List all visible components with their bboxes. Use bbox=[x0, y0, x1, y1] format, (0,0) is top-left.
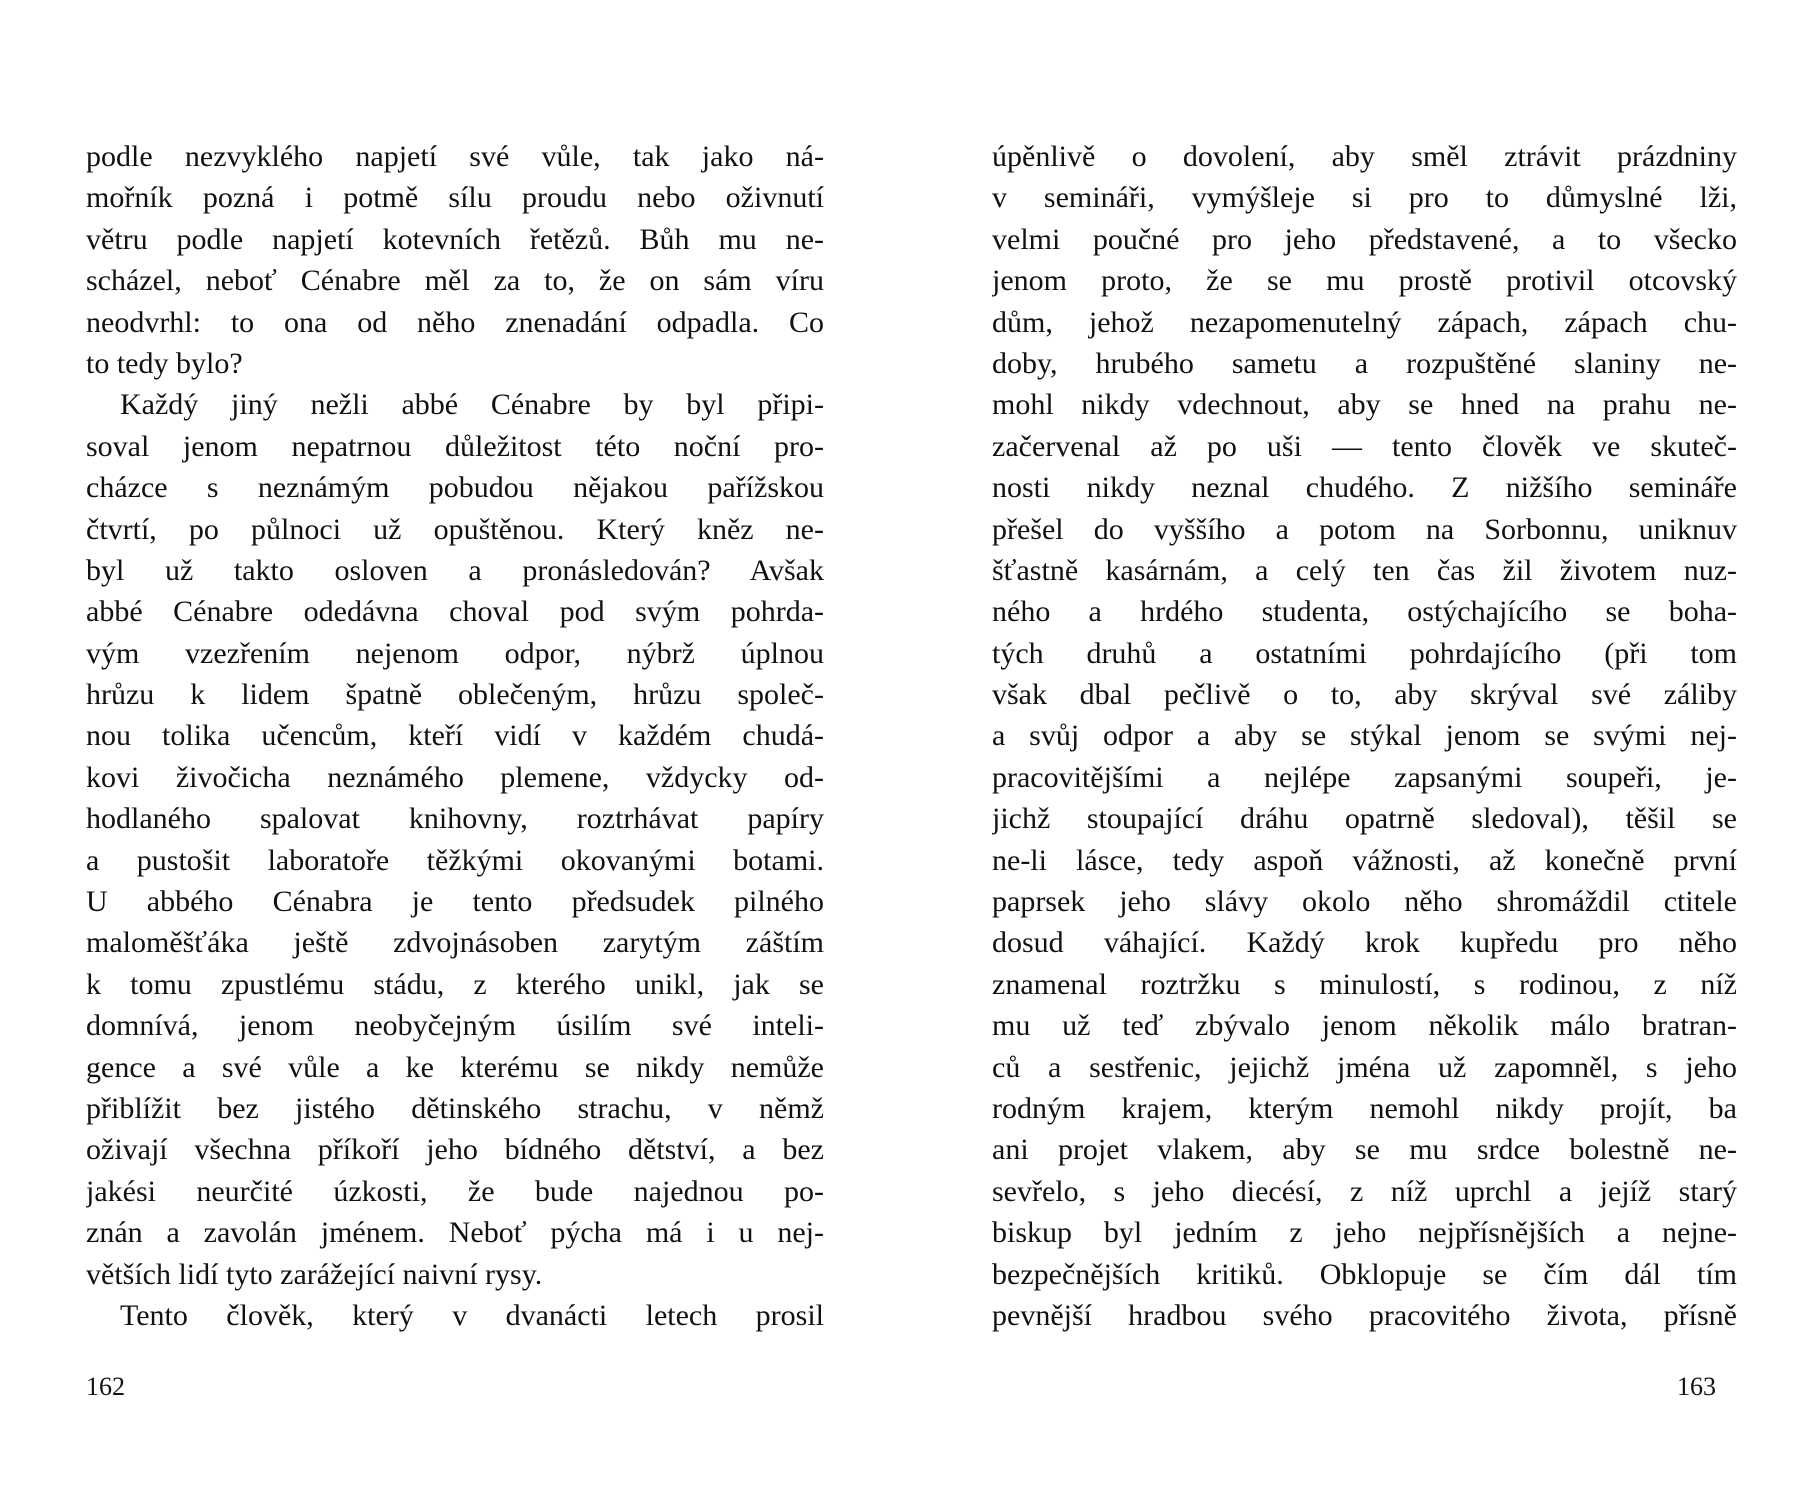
page-number: 163 bbox=[1677, 1372, 1716, 1401]
text-line: mohl nikdy vdechnout, aby se hned na prahu ne- bbox=[992, 388, 1737, 422]
left-page-text bbox=[86, 136, 824, 1336]
text-line: Tento člověk, který v dvanácti letech prosil bbox=[120, 1298, 824, 1332]
text-line: dům, jehož nezapomenutelný zápach, zápach chu- bbox=[992, 305, 1737, 339]
text-line: Každý jiný nežli abbé Cénabre by byl připi- bbox=[120, 388, 824, 422]
text-line: neodvrhl: to ona od něho znenadání odpadla. Co bbox=[86, 305, 824, 339]
text-line: dosud váhající. Každý krok kupředu pro něho bbox=[992, 926, 1737, 960]
text-line: rodným krajem, kterým nemohl nikdy projít, ba bbox=[992, 1091, 1737, 1125]
text-line: bezpečnějších kritiků. Obklopuje se čím dál tím bbox=[992, 1257, 1737, 1291]
text-line: mořník pozná i potmě sílu proudu nebo oživnutí bbox=[86, 181, 824, 215]
text-line: abbé Cénabre odedávna choval pod svým pohrda- bbox=[86, 595, 824, 629]
text-line: mu už teď zbývalo jenom několik málo bratran- bbox=[992, 1009, 1737, 1043]
text-line: a svůj odpor a aby se stýkal jenom se svými nej- bbox=[992, 719, 1737, 753]
text-line: velmi poučné pro jeho představené, a to všecko bbox=[992, 222, 1737, 256]
text-line: jichž stoupající dráhu opatrně sledoval), těšil se bbox=[992, 802, 1737, 836]
text-line: doby, hrubého sametu a rozpuštěné slaniny ne- bbox=[992, 346, 1737, 380]
text-line: jakési neurčité úzkosti, že bude najednou po- bbox=[86, 1174, 824, 1208]
text-line: kovi živočicha neznámého plemene, vždycky od- bbox=[86, 760, 824, 794]
text-line: hodlaného spalovat knihovny, roztrhávat papíry bbox=[86, 802, 824, 836]
right-page-text bbox=[992, 136, 1737, 1336]
text-line: šťastně kasárnám, a celý ten čas žil životem nuz- bbox=[992, 553, 1737, 587]
text-line: však dbal pečlivě o to, aby skrýval své záliby bbox=[992, 678, 1737, 712]
text-line: v semináři, vymýšleje si pro to důmyslné lži, bbox=[992, 181, 1737, 215]
text-line: přešel do vyššího a potom na Sorbonnu, uniknuv bbox=[992, 512, 1737, 546]
text-line: gence a své vůle a ke kterému se nikdy nemůže bbox=[86, 1050, 824, 1084]
right-page bbox=[906, 0, 1812, 1500]
text-line: tých druhů a ostatními pohrdajícího (při tom bbox=[992, 636, 1737, 670]
text-line: nou tolika učencům, kteří vidí v každém chudá- bbox=[86, 719, 824, 753]
text-line: cházce s neznámým pobudou nějakou pařížskou bbox=[86, 471, 824, 505]
text-line: znamenal roztržku s minulostí, s rodinou, z níž bbox=[992, 967, 1737, 1001]
text-line: nosti nikdy neznal chudého. Z nižšího semináře bbox=[992, 471, 1737, 505]
text-line: přiblížit bez jistého dětinského strachu, v němž bbox=[86, 1091, 824, 1125]
text-line: scházel, neboť Cénabre měl za to, že on sám víru bbox=[86, 264, 824, 298]
text-line: byl už takto osloven a pronásledován? Avšak bbox=[86, 553, 824, 587]
text-line: k tomu zpustlému stádu, z kterého unikl, jak se bbox=[86, 967, 824, 1001]
text-line: jenom proto, že se mu prostě protivil otcovský bbox=[992, 264, 1737, 298]
text-line: vým vzezřením nejenom odpor, nýbrž úplnou bbox=[86, 636, 824, 670]
text-line: začervenal až po uši — tento člověk ve skuteč- bbox=[992, 429, 1737, 463]
text-line: pevnější hradbou svého pracovitého života, přísně bbox=[992, 1298, 1737, 1332]
text-line: U abbého Cénabra je tento předsudek pilného bbox=[86, 885, 824, 919]
text-line: a pustošit laboratoře těžkými okovanými botami. bbox=[86, 843, 824, 877]
text-line: maloměšťáka ještě zdvojnásoben zarytým záštím bbox=[86, 926, 824, 960]
text-line: soval jenom nepatrnou důležitost této noční pro- bbox=[86, 429, 824, 463]
text-line: ne-li lásce, tedy aspoň vážnosti, až konečně první bbox=[992, 843, 1737, 877]
text-line: ného a hrdého studenta, ostýchajícího se boha- bbox=[992, 595, 1737, 629]
text-line: podle nezvyklého napjetí své vůle, tak jako ná- bbox=[86, 140, 824, 173]
text-line: větru podle napjetí kotevních řetězů. Bůh mu ne- bbox=[86, 222, 824, 256]
text-line: hrůzu k lidem špatně oblečeným, hrůzu společ- bbox=[86, 678, 824, 712]
text-line: to tedy bylo? bbox=[86, 346, 243, 380]
text-line: oživají všechna příkoří jeho bídného dětství, a bez bbox=[86, 1133, 824, 1167]
text-line: ani projet vlakem, aby se mu srdce bolestně ne- bbox=[992, 1133, 1737, 1167]
text-line: domnívá, jenom neobyčejným úsilím své inteli- bbox=[86, 1009, 824, 1043]
text-line: biskup byl jedním z jeho nejpřísnějších a nejne- bbox=[992, 1216, 1737, 1250]
text-line: úpěnlivě o dovolení, aby směl ztrávit prázdniny bbox=[992, 140, 1737, 173]
text-line: sevřelo, s jeho diecésí, z níž uprchl a jejíž starý bbox=[992, 1174, 1737, 1208]
text-line: pracovitějšími a nejlépe zapsanými soupeři, je- bbox=[992, 760, 1737, 794]
text-line: znán a zavolán jménem. Neboť pýcha má i u nej- bbox=[86, 1216, 824, 1250]
page-number: 162 bbox=[86, 1372, 125, 1401]
text-line: ců a sestřenic, jejichž jména už zapomněl, s jeho bbox=[992, 1050, 1737, 1084]
text-line: větších lidí tyto zarážející naivní rysy. bbox=[86, 1257, 543, 1291]
text-line: čtvrtí, po půlnoci už opuštěnou. Který kněz ne- bbox=[86, 512, 824, 546]
text-line: paprsek jeho slávy okolo něho shromáždil ctitele bbox=[992, 885, 1737, 919]
